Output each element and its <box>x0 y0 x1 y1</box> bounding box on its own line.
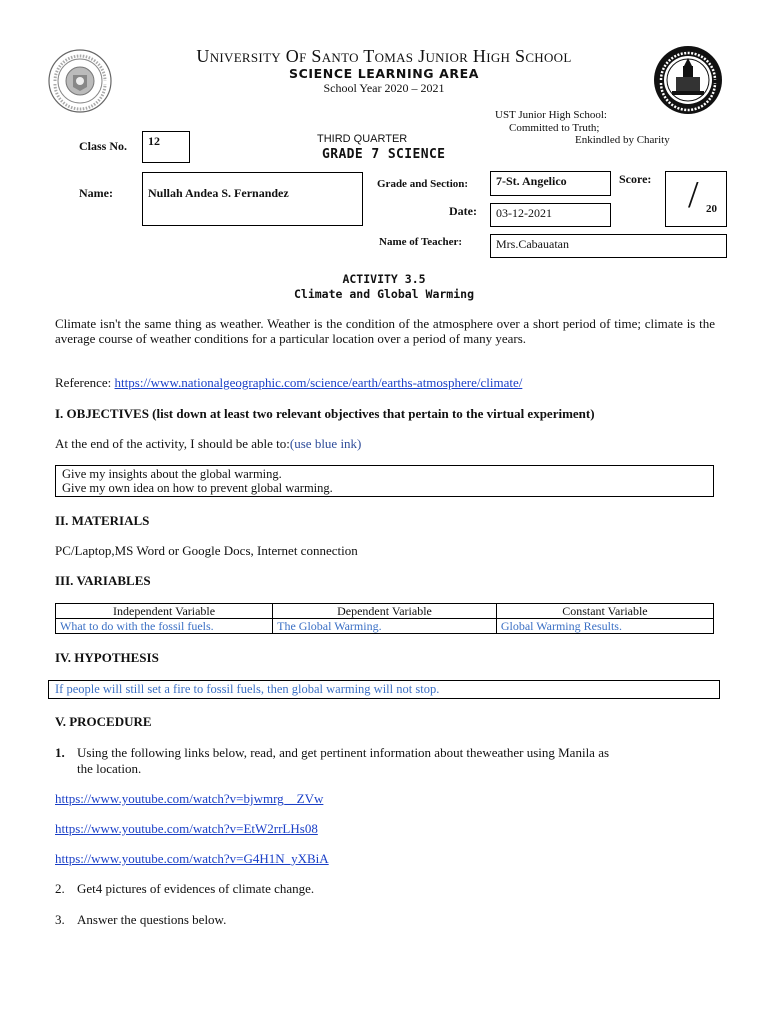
name-field[interactable] <box>142 172 363 226</box>
date-label: Date: <box>449 204 477 218</box>
activity-title: Climate and Global Warming <box>293 287 474 301</box>
value-dependent[interactable]: The Global Warming. <box>273 619 497 634</box>
hypothesis-heading: IV. HYPOTHESIS <box>55 650 159 665</box>
step-1-number: 1. <box>55 745 65 760</box>
objectives-lead: At the end of the activity, I should be able to: <box>55 436 290 451</box>
university-title: University Of Santo Tomas Junior High School <box>196 46 572 66</box>
name-value: Nullah Andea S. Fernandez <box>148 186 289 200</box>
score-field[interactable] <box>665 171 727 227</box>
grade-section-value: 7-St. Angelico <box>496 174 567 188</box>
variables-heading: III. VARIABLES <box>55 573 151 588</box>
class-no-label: Class No. <box>79 139 128 153</box>
score-slash: / <box>688 174 699 216</box>
hypothesis-answer-box[interactable] <box>48 680 720 699</box>
class-no-value: 12 <box>148 134 160 148</box>
youtube-link-2[interactable]: https://www.youtube.com/watch?v=EtW2rrLHs08 <box>55 821 318 836</box>
motto-line-3: Enkindled by Charity <box>575 134 670 146</box>
objectives-lead-line <box>55 436 715 451</box>
objective-answer-2: Give my own idea on how to prevent global warming. <box>62 481 333 495</box>
value-independent[interactable]: What to do with the fossil fuels. <box>56 619 273 634</box>
intro-paragraph: Climate isn't the same thing as weather. Weather is the condition of the atmosphere over a short period of time; climate is the average course of weather conditions for a particular location over a period of many years. <box>55 316 715 346</box>
step-2-number: 2. <box>55 881 65 896</box>
materials-heading: II. MATERIALS <box>55 513 150 528</box>
variables-table <box>55 603 714 634</box>
procedure-heading: V. PROCEDURE <box>55 714 152 729</box>
table-row <box>56 619 714 634</box>
date-field[interactable] <box>490 203 611 227</box>
materials-text: PC/Laptop,MS Word or Google Docs, Internet connection <box>55 543 358 558</box>
quarter-label: THIRD QUARTER <box>317 133 408 145</box>
header-independent: Independent Variable <box>56 604 273 619</box>
grade-section-field[interactable] <box>490 171 611 196</box>
header-dependent: Dependent Variable <box>273 604 497 619</box>
teacher-field[interactable] <box>490 234 727 258</box>
header-constant: Constant Variable <box>496 604 713 619</box>
teacher-value: Mrs.Cabauatan <box>496 237 569 251</box>
class-no-field[interactable] <box>142 131 190 163</box>
learning-area-title: SCIENCE LEARNING AREA <box>289 66 479 81</box>
activity-number: ACTIVITY 3.5 <box>342 272 426 286</box>
step-1-line-1: Using the following links below, read, and get pertinent information about theweather using Manila as <box>77 745 610 760</box>
step-3-number: 3. <box>55 912 65 927</box>
reference-label: Reference: <box>55 375 115 390</box>
objectives-note: (use blue ink) <box>289 436 362 451</box>
motto-line-1: UST Junior High School: <box>495 109 607 121</box>
school-year: School Year 2020 – 2021 <box>323 81 445 95</box>
reference-line <box>55 375 715 390</box>
step-3-text: Answer the questions below. <box>77 912 227 927</box>
reference-link[interactable]: https://www.nationalgeographic.com/science/earth/earths-atmosphere/climate/ <box>114 375 523 390</box>
grade-section-label: Grade and Section: <box>377 178 469 190</box>
youtube-link-3[interactable]: https://www.youtube.com/watch?v=G4H1N_yXBiA <box>55 851 329 866</box>
name-label: Name: <box>79 186 113 200</box>
youtube-link-1[interactable]: https://www.youtube.com/watch?v=bjwmrg__ZVw <box>55 791 324 806</box>
teacher-label: Name of Teacher: <box>379 236 463 248</box>
score-total: 20 <box>706 203 717 215</box>
step-1-line-2: the location. <box>77 761 142 776</box>
step-2-text: Get4 pictures of evidences of climate change. <box>77 881 315 896</box>
hypothesis-text: If people will still set a fire to fossil fuels, then global warming will not stop. <box>55 682 440 696</box>
objectives-heading: I. OBJECTIVES (list down at least two relevant objectives that pertain to the virtual experiment) <box>55 406 595 421</box>
grade-title: GRADE 7 SCIENCE <box>322 147 446 162</box>
date-value: 03-12-2021 <box>496 206 552 220</box>
value-constant[interactable]: Global Warming Results. <box>496 619 713 634</box>
objective-answer-1: Give my insights about the global warming. <box>62 467 282 481</box>
score-label: Score: <box>619 172 652 186</box>
motto-line-2: Committed to Truth; <box>509 122 600 134</box>
objectives-answer-box[interactable] <box>55 465 714 497</box>
table-header-row <box>56 604 714 619</box>
